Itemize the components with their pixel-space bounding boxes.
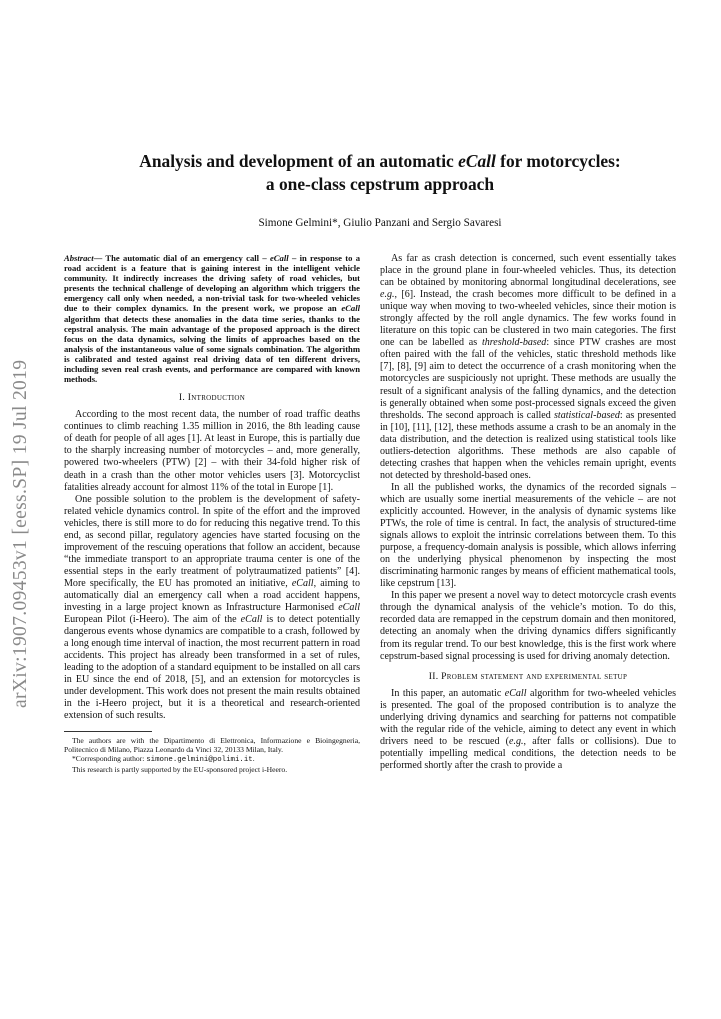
right-column <box>380 253 676 772</box>
footnotes <box>64 736 360 774</box>
intro-paragraph-2: One possible solution to the problem is the development of safety-related vehicle dynamics control. In spite of the effort and the improved vehicles, there is still more to do for reducing this negative trend. To this end, as second pillar, regulatory agencies have started focusing on the improvement of the rescuing operations that follow an accident, because “the immediate transport to an appropriate trauma center is one of the essential steps in the early treatment of polytraumatized patients” [4]. More specifically, the EU has promoted an initiative, eCall, aiming to automatically dial an emergency call when a road accident happens, investing in a large project known as Infrastructure Harmonised eCall European Pilot (i-Heero). The aim of the eCall is to detect potentially dangerous events whose dynamics are compatible to a crash, followed by a long enough time interval of inaction, the most recurrent pattern in road accidents. This project has already been transformed in a set of rules, leading to the adoption of a standard equipment to be installed on all cars in EU since the end of 2018, [5], and an extension for motorcycles is under development. This work does not present the main results obtained in the i-Heero project, but it is a theoretical and research-oriented extension of such results. <box>64 493 360 722</box>
section2-paragraph-1: In this paper, an automatic eCall algorithm for two-wheeled vehicles is presented. The goal of the proposed contribution is to analyze the underlying driving dynamics and searching for patterns not compatible with the regular ride of the vehicle, aiming to detect any event in which drivers need to be rescued (e.g., after falls or collisions). Due to potentially impelling medical conditions, the detection needs to be performed shortly after the crash to provide a <box>380 687 676 771</box>
footnote-affiliation: The authors are with the Dipartimento di Elettronica, Informazione e Bioingegneria, Politecnico di Milano, Piazza Leonardo da Vinci 32, 20133 Milan, Italy. <box>64 736 360 755</box>
intro-paragraph-1: According to the most recent data, the number of road traffic deaths continues to climb reaching 1.35 million in 2016, the 8th leading cause of death for people of all ages [1]. At least in Europe, this is partially due to the sharply increasing number of motorcycles – and, more generally, powered two-wheelers (PTW) [2] – with their 34-fold higher risk of death in a crash than the other motor vehicles users [3]. Motorcyclist fatalities already account for almost 11% of the total in Europe [1]. <box>64 409 360 493</box>
author-list: Simone Gelmini*, Giulio Panzani and Sergio Savaresi <box>258 217 502 229</box>
footnote-divider <box>64 731 152 732</box>
footnote-corresponding-author: *Corresponding author: simone.gelmini@polimi.it. <box>72 754 255 765</box>
section-heading-introduction: I. Introduction <box>178 392 246 404</box>
right-paragraph-1: As far as crash detection is concerned, such event essentially takes place in the ground plane in four-wheeled vehicles. Thus, its detection can be obtained by monitoring abnormal longitudinal decelerations, see e.g., [6]. Instead, the crash becomes more difficult to be defined in a unique way when moving to two-wheeled vehicles, since their motion is strongly affected by the roll angle dynamics. The few works found in literature on this topic can be clustered in two main categories. The first one can be labelled as threshold-based: since PTW crashes are most often paired with the fall of the vehicles, static threshold methods like [7], [8], [9] aim to detect the occurrence of a crash monitoring when the motorcycles are suspiciously not upright. These methods are usually the result of a significant analysis of the falling dynamics, and the detection is generally obtained when some post-processed signals exceed the given thresholds. The second approach is called statistical-based: as presented in [10], [11], [12], these methods assume a crash to be an anomaly in the data distribution, and the detection is realized using statistical tools like outliers-detection algorithms. These methods are also capable of detecting crashes that happen when the vehicles remain upright, events not detected by threshold-based ones. <box>380 253 676 481</box>
section-heading-problem-statement: II. Problem statement and experimental setup <box>428 670 628 682</box>
arxiv-identifier-stamp: arXiv:1907.09453v1 [eess.SP] 19 Jul 2019 <box>10 359 31 708</box>
paper-title <box>80 150 680 196</box>
title-line-1: Analysis and development of an automatic eCall for motorcycles: <box>139 151 621 171</box>
author-email: simone.gelmini@polimi.it <box>146 756 253 765</box>
footnote-funding: This research is partly supported by the EU-sponsored project i-Heero. <box>72 765 288 775</box>
abstract-label: Abstract <box>64 253 94 263</box>
right-paragraph-3: In this paper we present a novel way to detect motorcycle crash events through the dynamical analysis of the vehicle’s motion. To do this, recorded data are remapped in the cepstrum domain and then monitored, detecting an anomaly when the driving dynamics differs significantly from its regular trend. To our best knowledge, this is the first work where cepstrum-based signal processing is used for driving anomaly detection. <box>380 590 676 662</box>
left-column <box>64 253 360 774</box>
right-paragraph-2: In all the published works, the dynamics of the recorded signals – which are usually some inertial measurements of the vehicle – are not explicitly accounted. However, in the analysis of dynamic systems like PTWs, the role of time is central. In fact, the analysis of structured-time signals allows to exploit the intrinsic correlations between them. To this purpose, a frequency-domain analysis is possible, which allows inferring on the underlying physical phenomenon by inspecting the most discriminating harmonic ranges by means of efficient mathematical tools, like cepstrum [13]. <box>380 481 676 590</box>
title-line-2: a one-class cepstrum approach <box>265 174 495 194</box>
abstract: Abstract— The automatic dial of an emergency call – eCall – in response to a road accident is a feature that is gaining interest in the intelligent vehicle community. It indirectly increases the driving safety of road vehicles, but presents the technical challenge of developing an algorithm which triggers the emergency call only when needed, a non-trivial task for two-wheeled vehicles due to their complex dynamics. In the present work, we propose an eCall algorithm that detects these anomalies in the data time series, thanks to the cepstral analysis. The main advantage of the proposed approach is the direct focus on the data dynamics, solving the limits of approaches based on the analysis of the instantaneous value of some signals combination. The algorithm is calibrated and tested against real driving data of ten different drivers, including seven real crash events, and performance are compared with known methods. <box>64 253 361 385</box>
